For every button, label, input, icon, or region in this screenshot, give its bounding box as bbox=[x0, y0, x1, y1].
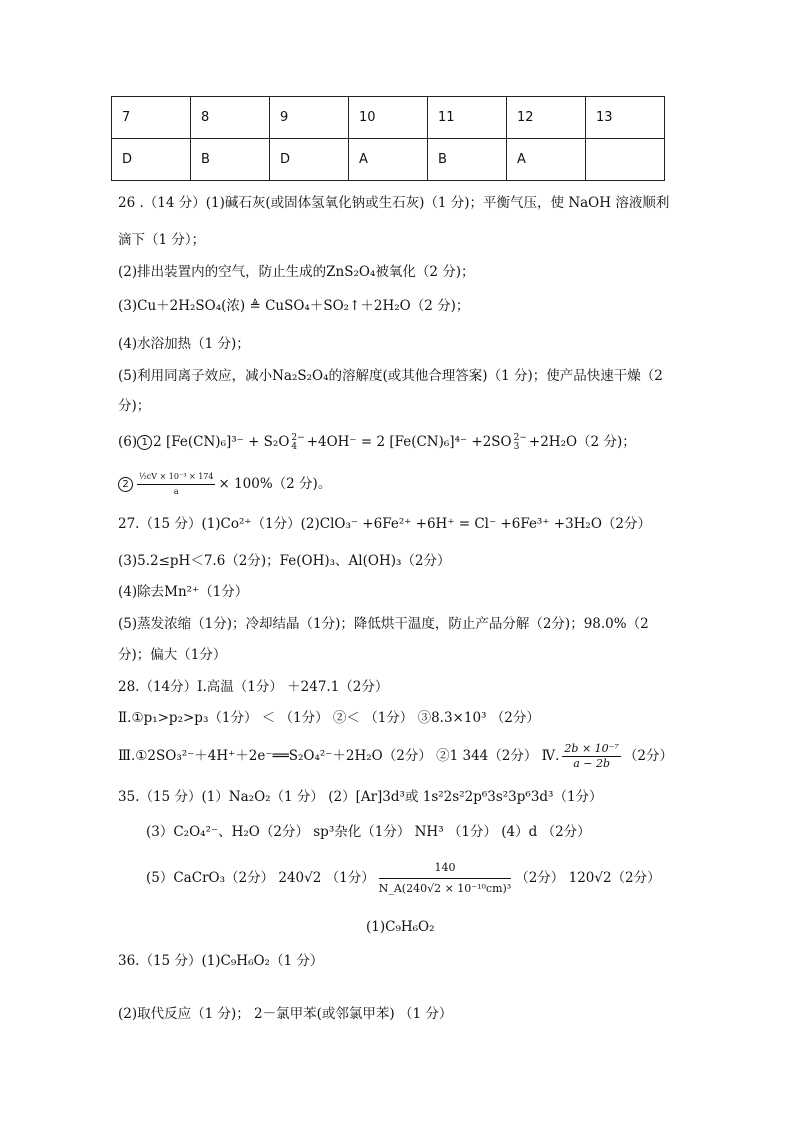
s2o4-charge: 2− bbox=[291, 432, 305, 443]
q35-line-4: (1)C₉H₆O₂ bbox=[366, 919, 435, 935]
q26-l8-part-c: +2H₂O（2 分)； bbox=[528, 434, 636, 450]
rate-fraction bbox=[562, 742, 620, 771]
answer-table bbox=[111, 96, 665, 181]
q36-line-2: (2)取代反应（1 分)； 2－氯甲苯(或邻氯甲苯) （1 分） bbox=[118, 1006, 453, 1022]
density-fraction bbox=[379, 858, 512, 899]
table-row-answers bbox=[112, 139, 665, 181]
q26-l8-part-b: +4OH⁻ = 2 [Fe(CN)₆]⁴⁻ +2SO bbox=[306, 434, 512, 450]
fraction-numerator: 2b × 10⁻⁷ bbox=[564, 742, 619, 755]
so3-subscript: 3 bbox=[513, 441, 520, 452]
table-row-numbers bbox=[112, 97, 665, 139]
q36-line-1: 36.（15 分）(1)C₉H₆O₂（1 分） bbox=[118, 953, 324, 969]
q26-l4-left: (3)Cu＋2H₂SO₄(浓) bbox=[118, 298, 246, 314]
fraction-numerator: ½cV × 10⁻³ × 174 bbox=[137, 470, 215, 485]
q27-line-5: 分)；偏大（1分） bbox=[118, 647, 227, 663]
q28-line-1: 28.（14分）Ⅰ.高温（1分） ＋247.1（2分） bbox=[118, 679, 389, 695]
table-cell: 7 bbox=[112, 97, 191, 139]
table-cell: A bbox=[507, 139, 586, 181]
q26-line-9 bbox=[118, 470, 331, 499]
fraction-denominator: N_A(240√2 × 10⁻¹⁰cm)³ bbox=[378, 882, 512, 895]
heat-symbol: ≜ bbox=[249, 298, 261, 314]
q35-line-3 bbox=[146, 858, 661, 899]
table-cell: 10 bbox=[349, 97, 428, 139]
table-cell: 13 bbox=[586, 97, 665, 139]
q27-line-3: (4)除去Mn²⁺（1分） bbox=[118, 584, 249, 600]
yield-fraction bbox=[137, 470, 215, 499]
q27-line-2: (3)5.2≤pH＜7.6（2分)；Fe(OH)₃、Al(OH)₃（2分） bbox=[118, 553, 451, 569]
s2o4-subscript: 4 bbox=[291, 441, 298, 452]
q26-line-8: (6) 1 2 [Fe(CN)₆]³⁻ + S₂O 2− 4 +4OH⁻ = 2 [Fe(CN)₆]⁴⁻ +2SO 2− 3 +2H₂O（2 分)； bbox=[118, 432, 636, 452]
q26-line-4 bbox=[118, 296, 469, 316]
q35-line-2: (3）C₂O₄²⁻、H₂O（2分） sp³杂化（1分） NH³ （1分） (4）d （2分） bbox=[146, 824, 591, 840]
q26-line-7: 分)； bbox=[118, 398, 151, 414]
q26-line-2: 滴下（1 分）； bbox=[118, 232, 206, 248]
q28-l3-right: （2分） bbox=[623, 748, 673, 764]
q28-line-2: Ⅱ.①p₁>p₂>p₃（1分） ＜ （1分） ②＜ （1分） ③8.3×10³ （2分） bbox=[118, 710, 540, 726]
fraction-denominator: a bbox=[173, 487, 179, 496]
q26-l9-rest: × 100%（2 分)。 bbox=[218, 476, 332, 492]
table-cell: D bbox=[112, 139, 191, 181]
q26-line-6: (5)利用同离子效应，减小Na₂S₂O₄的溶解度(或其他合理答案)（1 分)；使产品快速干燥（2 bbox=[118, 368, 663, 384]
so3-charge: 2− bbox=[513, 432, 527, 443]
q26-line-3: (2)排出装置内的空气，防止生成的ZnS₂O₄被氧化（2 分)； bbox=[118, 264, 475, 280]
fraction-numerator: 140 bbox=[379, 858, 512, 879]
q26-line-1: 26 .（14 分）(1)碱石灰(或固体氢氧化钠或生石灰)（1 分)；平衡气压，使 NaOH 溶液顺利 bbox=[118, 195, 670, 211]
table-cell bbox=[586, 139, 665, 181]
q26-l8-part-a: 2 [Fe(CN)₆]³⁻ + S₂O bbox=[153, 434, 290, 450]
table-cell: A bbox=[349, 139, 428, 181]
q26-l4-right: CuSO₄＋SO₂↑＋2H₂O（2 分)； bbox=[265, 298, 470, 314]
circled-number: 1 bbox=[137, 435, 152, 450]
q26-line-5: (4)水浴加热（1 分)； bbox=[118, 336, 250, 352]
q27-line-4: (5)蒸发浓缩（1分)；冷却结晶（1分)；降低烘干温度，防止产品分解（2分)；98.0%（2 bbox=[118, 616, 649, 632]
q28-line-3 bbox=[118, 742, 673, 771]
q27-line-1: 27.（15 分）(1)Co²⁺（1分）(2)ClO₃⁻ +6Fe²⁺ +6H⁺ = Cl⁻ +6Fe³⁺ +3H₂O（2分） bbox=[118, 516, 652, 532]
q35-l3-left: (5）CaCrO₃（2分） 240√2 （1分） bbox=[146, 870, 375, 886]
table-cell: D bbox=[270, 139, 349, 181]
table-cell: 11 bbox=[428, 97, 507, 139]
q35-line-1: 35.（15 分）(1）Na₂O₂（1 分） (2）[Ar]3d³或 1s²2s²2p⁶3s²3p⁶3d³（1分） bbox=[118, 789, 603, 805]
table-cell: 12 bbox=[507, 97, 586, 139]
circled-number: 2 bbox=[118, 477, 133, 492]
q35-l3-right: （2分） 120√2（2分） bbox=[515, 870, 661, 886]
fraction-denominator: a − 2b bbox=[573, 757, 611, 770]
q28-l3-left: Ⅲ.①2SO₃²⁻＋4H⁺＋2e⁻══S₂O₄²⁻＋2H₂O（2分） ②1 344（2分） Ⅳ. bbox=[118, 748, 560, 764]
table-cell: 8 bbox=[191, 97, 270, 139]
table-cell: 9 bbox=[270, 97, 349, 139]
table-cell: B bbox=[428, 139, 507, 181]
table-cell: B bbox=[191, 139, 270, 181]
